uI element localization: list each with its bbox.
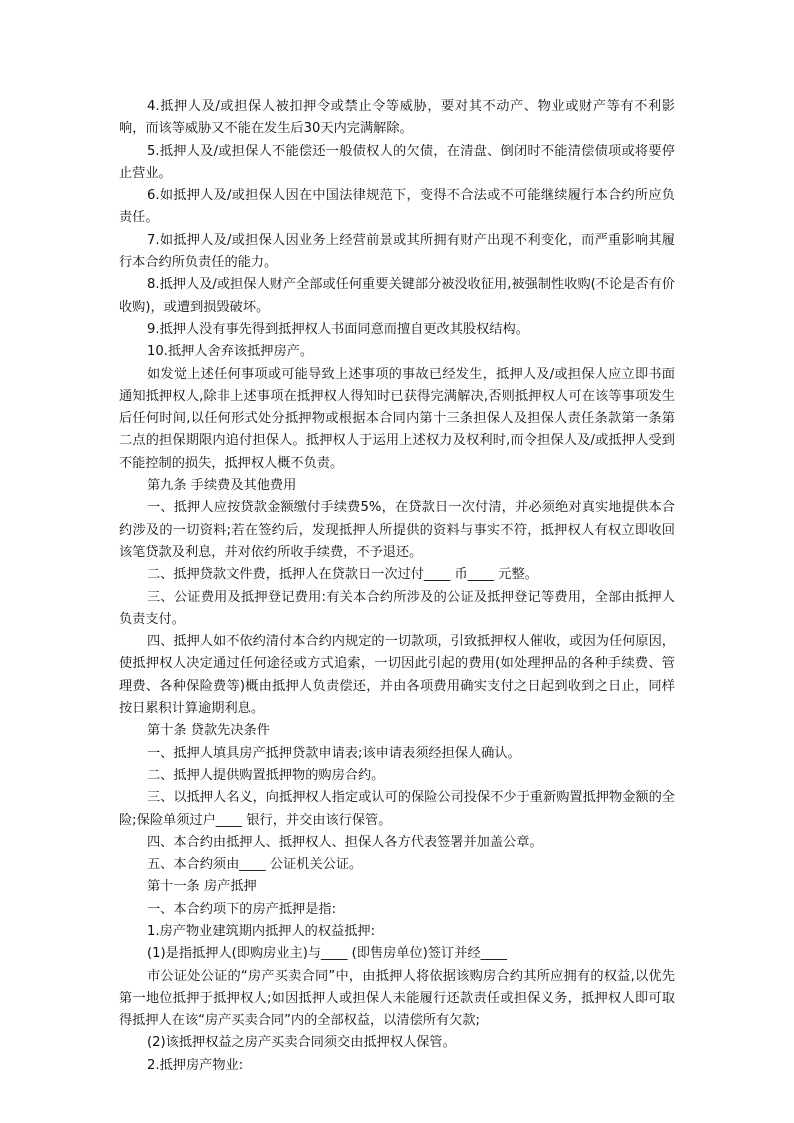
article-11-sub-2: 2.抵押房产物业: [147, 1057, 244, 1073]
article-10-heading: 第十条 贷款先决条件 [147, 723, 270, 739]
paragraph-clause-10: 10.抵押人舍弃该抵押房产。 [147, 344, 314, 360]
article-10-item-4: 四、本合约由抵押人、抵押权人、担保人各方代表签署并加盖公章。 [147, 834, 543, 850]
paragraph-clause-9: 9.抵押人没有事先得到抵押权人书面同意而擅自更改其股权结构。 [147, 321, 529, 337]
article-9-item-2: 二、抵押贷款文件费，抵押人在贷款日一次过付____ 币____ 元整。 [147, 567, 538, 583]
article-11-sub-1-1-cont: 市公证处公证的“房产买卖合同”中，由抵押人将依据该购房合约其所应拥有的权益,以优先第一地位抵押于抵押权人;如因抵押人或担保人未能履行还款责任或担保义务，抵押权人即可取得抵押人在该“房产买卖合同”内的全部权益，以清偿所有欠款; [119, 968, 675, 1029]
article-10-item-2: 二、抵押人提供购置抵押物的购房合约。 [147, 767, 385, 783]
paragraph-clause-4: 4.抵押人及/或担保人被扣押令或禁止令等威胁，要对其不动产、物业或财产等有不利影响，而该等威胁又不能在发生后30天内完满解除。 [119, 99, 675, 137]
article-10-item-3: 三、以抵押人名义，向抵押权人指定或认可的保险公司投保不少于重新购置抵押物金额的全险;保险单须过户____ 银行，并交由该行保管。 [119, 790, 675, 828]
document-body [119, 96, 675, 1077]
article-10-item-5: 五、本合约须由____ 公证机关公证。 [147, 857, 363, 873]
article-9-item-4: 四、抵押人如不依约清付本合约内规定的一切款项，引致抵押权人催收，或因为任何原因，使抵押权人决定通过任何途径或方式追索，一切因此引起的费用(如处理押品的各种手续费、管理费、各种保险费等)概由抵押人负责偿还，并由各项费用确实支付之日起到收到之日止，同样按日累积计算逾期利息。 [119, 634, 675, 717]
article-11-item-1: 一、本合约项下的房产抵押是指: [147, 901, 337, 917]
article-10-item-1: 一、抵押人填具房产抵押贷款申请表;该申请表须经担保人确认。 [147, 745, 521, 761]
paragraph-clause-7: 7.如抵押人及/或担保人因业务上经营前景或其所拥有财产出现不利变化，而严重影响其履行本合约所负责任的能力。 [119, 232, 675, 271]
paragraph-clause-6: 6.如抵押人及/或担保人因在中国法律规范下，变得不合法或不可能继续履行本合约所应负责任。 [119, 188, 675, 226]
article-11-sub-1-2: (2)该抵押权益之房产买卖合同须交由抵押权人保管。 [147, 1035, 456, 1051]
article-9-item-1: 一、抵押人应按贷款金额缴付手续费5%，在贷款日一次付清，并必须绝对真实地提供本合约涉及的一切资料;若在签约后，发现抵押人所提供的资料与事实不符，抵押权人有权立即收回该笔贷款及利息，并对依约所收手续费，不予退还。 [119, 500, 675, 560]
article-11-sub-1: 1.房产物业建筑期内抵押人的权益抵押: [147, 923, 376, 939]
article-9-heading: 第九条 手续费及其他费用 [147, 478, 297, 494]
article-11-heading: 第十一条 房产抵押 [147, 879, 257, 895]
paragraph-clause-5: 5.抵押人及/或担保人不能偿还一般债权人的欠债，在清盘、倒闭时不能清偿债项或将要停止营业。 [119, 143, 675, 181]
article-9-item-3: 三、公证费用及抵押登记费用:有关本合约所涉及的公证及抵押登记等费用，全部由抵押人负责支付。 [119, 589, 675, 627]
paragraph-clause-8: 8.抵押人及/或担保人财产全部或任何重要关键部分被没收征用,被强制性收购(不论是否有价收购)，或遭到损毁破坏。 [119, 277, 675, 315]
paragraph-notice: 如发觉上述任何事项或可能导致上述事项的事故已经发生，抵押人及/或担保人应立即书面通知抵押权人,除非上述事项在抵押权人得知时已获得完满解决,否则抵押权人可在该等事项发生后任何时间,以任何形式处分抵押物或根据本合同内第十三条担保人及担保人责任条款第一条第二点的担保期限内追付担保人。抵押权人于运用上述权力及权利时,而令担保人及/或抵押人受到不能控制的损失，抵押权人概不负责。 [119, 366, 675, 471]
article-11-sub-1-1: (1)是指抵押人(即购房业主)与____ (即售房单位)签订并经____ [147, 946, 507, 962]
